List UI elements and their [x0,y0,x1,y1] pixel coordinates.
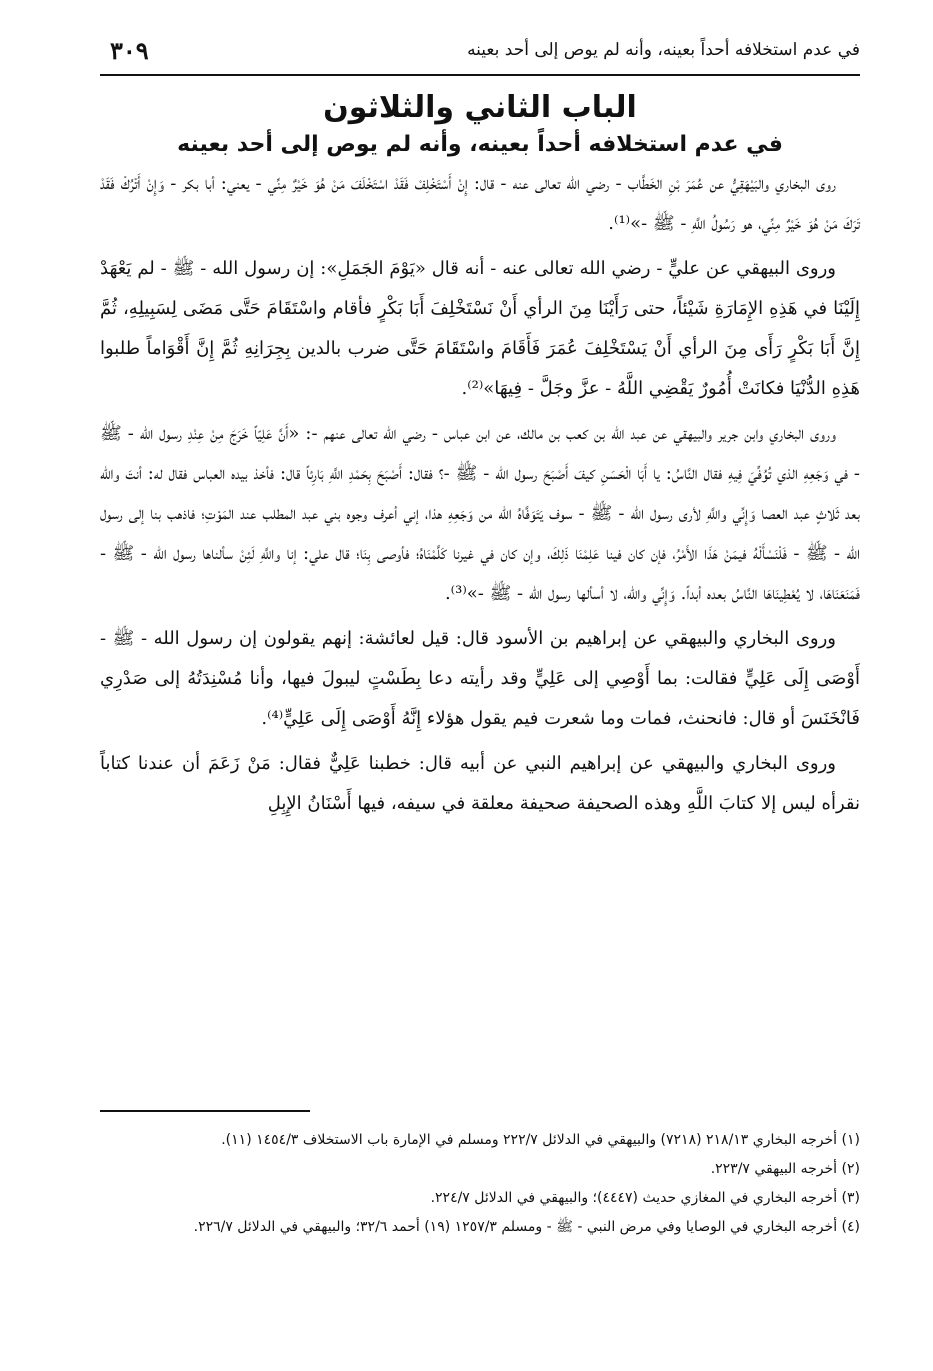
chapter-title: الباب الثاني والثلاثون [323,90,637,125]
footnote: (٣) أخرجه البخاري في المغازي حديث (٤٤٤٧)؛ والبيهقي في الدلائل ٢٢٤/٧. [430,1190,860,1206]
paragraph: وروى البيهقي عن عليٍّ - رضي الله تعالى عنه - أنه قال «يَوْمَ الجَمَلِ»: إن رسول الله - ﷺ - لم يَعْهَدْ إِلَيْنَا في هَذِهِ الإِمَارَةِ شَيْئاً، حتى رَأَيْنَا مِنَ الرأي أَنْ نَسْتَخْلِفَ أَبَا بَكْرٍ فأقام واسْتَقَامَ حَتَّى مَضَى لِسَبِيلِهِ، ثُمَّ إِنَّ أَبَا بَكْرٍ رَأَى مِنَ الرأي أَنْ يَسْتَخْلِفَ عُمَرَ فَأَقَامَ واسْتَقَامَ حَتَّى ضرب بالدين بِجِرَانِهِ ثُمَّ إِنَّ أَقْوَاماً طلبوا هَذِهِ الدُّنْيَا فكانَتْ أُمُورٌ يَقْضِي اللَّهُ - عزَّ وجَلَّ - فِيهَا»⁽²⁾. [100,258,860,399]
paragraph: وروى البخاري والبيهقي عن إبراهيم بن الأسود قال: قيل لعائشة: إنهم يقولون إن رسول الله - ﷺ - أَوْصَى إِلَى عَلِيٍّ فقالت: بما أَوْصِي إلى عَلِيٍّ وقد رأيته دعا بِطَسْتٍ ليبولَ فيها، وأنا مُسْنِدَتُهُ إلى صَدْرِي فَانْخَنَسَ أو قال: فانحنث، فمات وما شعرت فيم يقول هؤلاء إِنَّهُ أَوْصَى إِلَى عَلِيٍّ⁽⁴⁾. [100,628,860,729]
page-number: ٣٠٩ [110,36,149,65]
footnotes [100,1126,860,1242]
footnote: (٤) أخرجه البخاري في الوصايا وفي مرض النبي - ﷺ - ومسلم ١٢٥٧/٣ (١٩) أحمد ٣٢/٦؛ والبيهقي في الدلائل ٢٢٦/٧. [193,1219,860,1235]
paragraph: وروى البخاري والبيهقي عن إبراهيم النبي عن أبيه قال: خطبنا عَلِيٌّ فقال: مَنْ زَعَمَ أن عندنا كتاباً نقرأه ليس إلا كتابَ اللَّهِ وهذه الصحيفة صحيفة معلقة في سيفه، فيها أَسْنَانُ الإِبِلِ [100,753,860,814]
paragraph: روى البخاري والبَيْهَقِيُّ عن عُمَرَ بْنِ الخَطَّاب - رضي الله تعالى عنه - قال: إِنْ أَسْتَخْلِفْ فَقَدْ اسْتَخْلَفَ مَنْ هُوَ خَيْرٌ مِنِّي - يعني: أبا بكر - وَإِنْ أَتْرُكْ فَقَدْ تَرَكَ مَنْ هُوَ خَيْرٌ مِنِّي، هو رَسُولُ اللَّهِ - ﷺ -»⁽¹⁾. [100,173,860,234]
main-text [100,164,860,824]
footnote: (٢) أخرجه البيهقي ٢٢٣/٧. [710,1161,860,1177]
footnote-separator [100,1110,310,1112]
paragraph: وروى البخاري وابن جرير والبيهقي عن عبد الله بن كعب بن مالك، عن ابن عباس - رضي الله تعالى عنهم -: «أَنَّ عَلِيّاً خَرَجَ مِنْ عِنْدِ رسول الله - ﷺ - في وَجَعِهِ الذي تُوُفِّيَ فِيهِ فقال النَّاسُ: يا أَبَا الْحَسَنِ كيفَ أَصْبَحَ رسول الله - ﷺ -؟ فقال: أَصْبَحَ بِحَمْدِ اللَّهِ بَارِئاً قال: فأخذ بيده العباس فقال له: أنتَ والله بعد ثَلاثٍ عبد العصا وَإِنِّي واللَّهِ لأرى رسول الله - ﷺ - سوف يَتَوَفَّاهُ الله من وَجَعِهِ هذا، إني أعرف وجوه بني عبد المطلب عند المَوْتِ؛ فاذهب بنا إلى رسول الله - ﷺ - فَلْنَسْأَلْهُ فيمَنْ هَذَا الأَمْرُ، فإن كان فينا عَلِمْنَا ذَلِكَ، وإن كان في غيرنا كَلَّمْنَاهُ؛ فأوصى بِنَا؛ قال علي: إنا واللَّهِ لَئِنْ سألناها رسول الله - ﷺ - فَمَنَعَنَاهَا، لا يُعْطِينَاهَا النَّاسُ بعده أبداً. وَإِنِّي والله، لا أسألها رسول الله - ﷺ -»⁽³⁾. [100,423,860,604]
running-title: في عدم استخلافه أحداً بعينه، وأنه لم يوص إلى أحد بعينه [467,40,860,60]
book-page [100,30,860,1350]
running-header [100,30,860,76]
footnote: (١) أخرجه البخاري ٢١٨/١٣ (٧٢١٨) والبيهقي في الدلائل ٢٢٢/٧ ومسلم في الإمارة باب الاستخلاف ١٤٥٤/٣ (١١). [221,1132,860,1148]
chapter-subtitle: في عدم استخلافه أحداً بعينه، وأنه لم يوص إلى أحد بعينه [177,132,783,157]
